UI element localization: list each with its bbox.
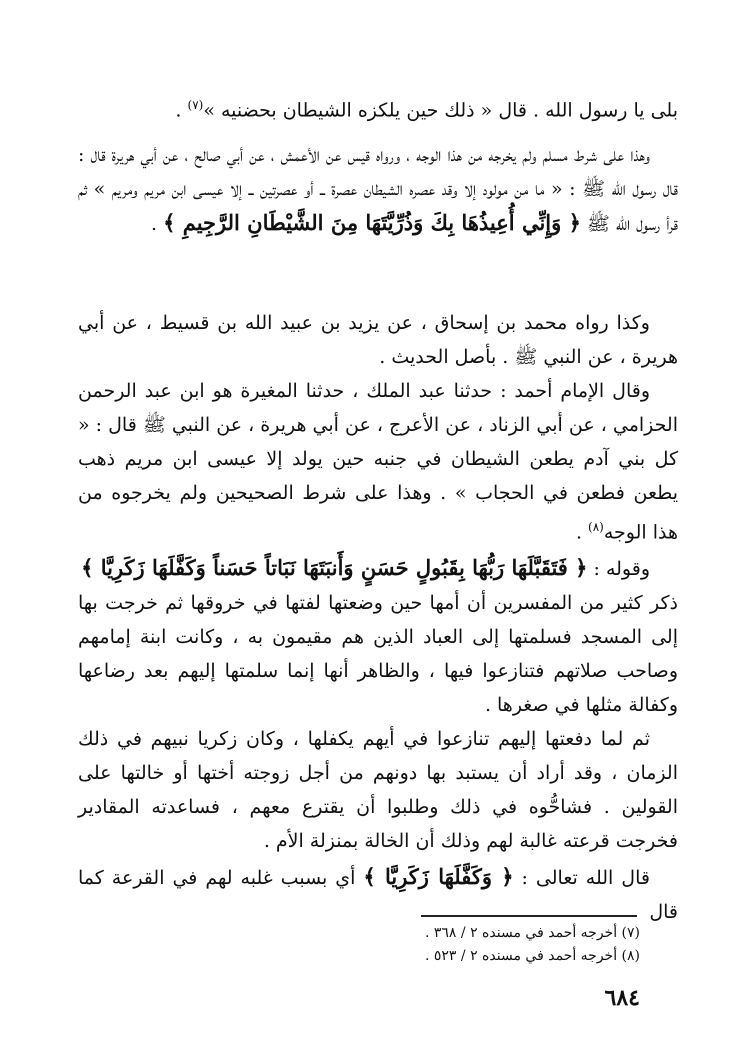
main-text-6 <box>78 722 678 858</box>
main-text-3 <box>78 306 678 374</box>
quran-verse: ﴿ وَكَفَّلَهَا زَكَرِيَّا ﴾ <box>363 864 514 889</box>
footnotes <box>300 922 640 968</box>
main-text-5 <box>78 551 678 722</box>
footnote-divider <box>421 915 637 917</box>
main-text-2 <box>78 138 678 241</box>
footnote-8: (٨) أخرجه أحمد في مسنده ٢ / ٥٢٣ . <box>424 948 640 964</box>
main-text-7 <box>78 860 678 929</box>
paragraph-8: قال الله تعالى : ﴿ وَكَفَّلَهَا زَكَرِيَّا ﴾ أي بسبب غلبه لهم في القرعة كما قال <box>78 864 678 923</box>
paragraph-1: بلى يا رسول الله . قال « ذلك حين يلكزه الشيطان بحضنيه »$^{(٧)}$ . <box>175 98 678 122</box>
quran-verse: ﴿ وَإِنِّي أُعِيذُهَا بِكَ وَذُرِّيَّتَهَا مِنَ الشَّيْطَانِ الرَّجِيمِ ﴾ <box>163 210 581 235</box>
page-number: ٦٨٤ <box>604 985 640 1011</box>
quran-verse: ﴿ فَتَقَبَّلَهَا رَبُّهَا بِقَبُولٍ حَسَنٍ وَأَنبَتَهَا نَبَاتاً حَسَناً وَكَفَّلَهَا زَكَرِيَّا ﴾ <box>81 555 588 580</box>
paragraph-4: وقال الإمام أحمد : حدثنا عبد الملك ، حدثنا المغيرة هو ابن عبد الرحمن الحزامي ، عن أبي الزناد ، عن الأعرج ، عن أبي هريرة ، عن النبي ﷺ قال : « كل بني آدم يطعن الشيطان في جنبه حين يولد إلا عيسى ابن مريم ذهب يطعن فطعن في الحجاب » . وهذا على شرط الصحيحين ولم يخرجوه من هذا الوجه$^{(٨)}$ . <box>78 380 678 544</box>
footnote-ref-7: (٧) <box>187 98 204 112</box>
paragraph-6: ذكر كثير من المفسرين أن أمها حين وضعتها لفتها في خروقها ثم خرجت بها إلى المسجد فسلمتها إلى العباد الذين هم مقيمون به ، وكانت ابنة إمامهم وصاحب صلاتهم فتنازعوا فيها ، والظاهر أنها إنما سلمتها إليهم بعد رضاعها وكفالة مثلها في صغرها . <box>78 592 678 716</box>
footnote-ref-8: (٨) <box>588 520 604 534</box>
main-text-4 <box>78 374 678 549</box>
paragraph-2: وهذا على شرط مسلم ولم يخرجه من هذا الوجه ، ورواه قيس عن الأعمش ، عن أبي صالح ، عن أبي هريرة قال : قال رسول الله ﷺ : « ما من مولود إلا وقد عصره الشيطان عصرة ــ أو عصرتين ــ إلا عيسى ابن مريم ومريم » ثم قرأ رسول الله ﷺ ﴿ وَإِنِّي أُعِيذُهَا بِكَ وَذُرِّيَّتَهَا مِنَ الشَّيْطَانِ الرَّجِيمِ ﴾ . <box>78 144 678 235</box>
paragraph-3: وكذا رواه محمد بن إسحاق ، عن يزيد بن عبيد الله بن قسيط ، عن أبي هريرة ، عن النبي ﷺ . بأصل الحديث . <box>78 312 678 368</box>
main-text <box>78 88 678 127</box>
footnote-7: (٧) أخرجه أحمد في مسنده ٢ / ٣٦٨ . <box>424 925 640 941</box>
paragraph-7: ثم لما دفعتها إليهم تنازعوا في أيهم يكفلها ، وكان زكريا نبيهم في ذلك الزمان ، وقد أراد أن يستبد بها دونهم من أجل زوجته أختها أو خالتها على القولين . فشاحُّوه في ذلك وطلبوا أن يقترع معهم ، فساعدته المقادير فخرجت قرعته غالبة لهم وذلك أن الخالة بمنزلة الأم . <box>78 728 678 852</box>
paragraph-5: وقوله : ﴿ فَتَقَبَّلَهَا رَبُّهَا بِقَبُولٍ حَسَنٍ وَأَنبَتَهَا نَبَاتاً حَسَناً وَكَفَّلَهَا زَكَرِيَّا ﴾ <box>81 555 650 580</box>
